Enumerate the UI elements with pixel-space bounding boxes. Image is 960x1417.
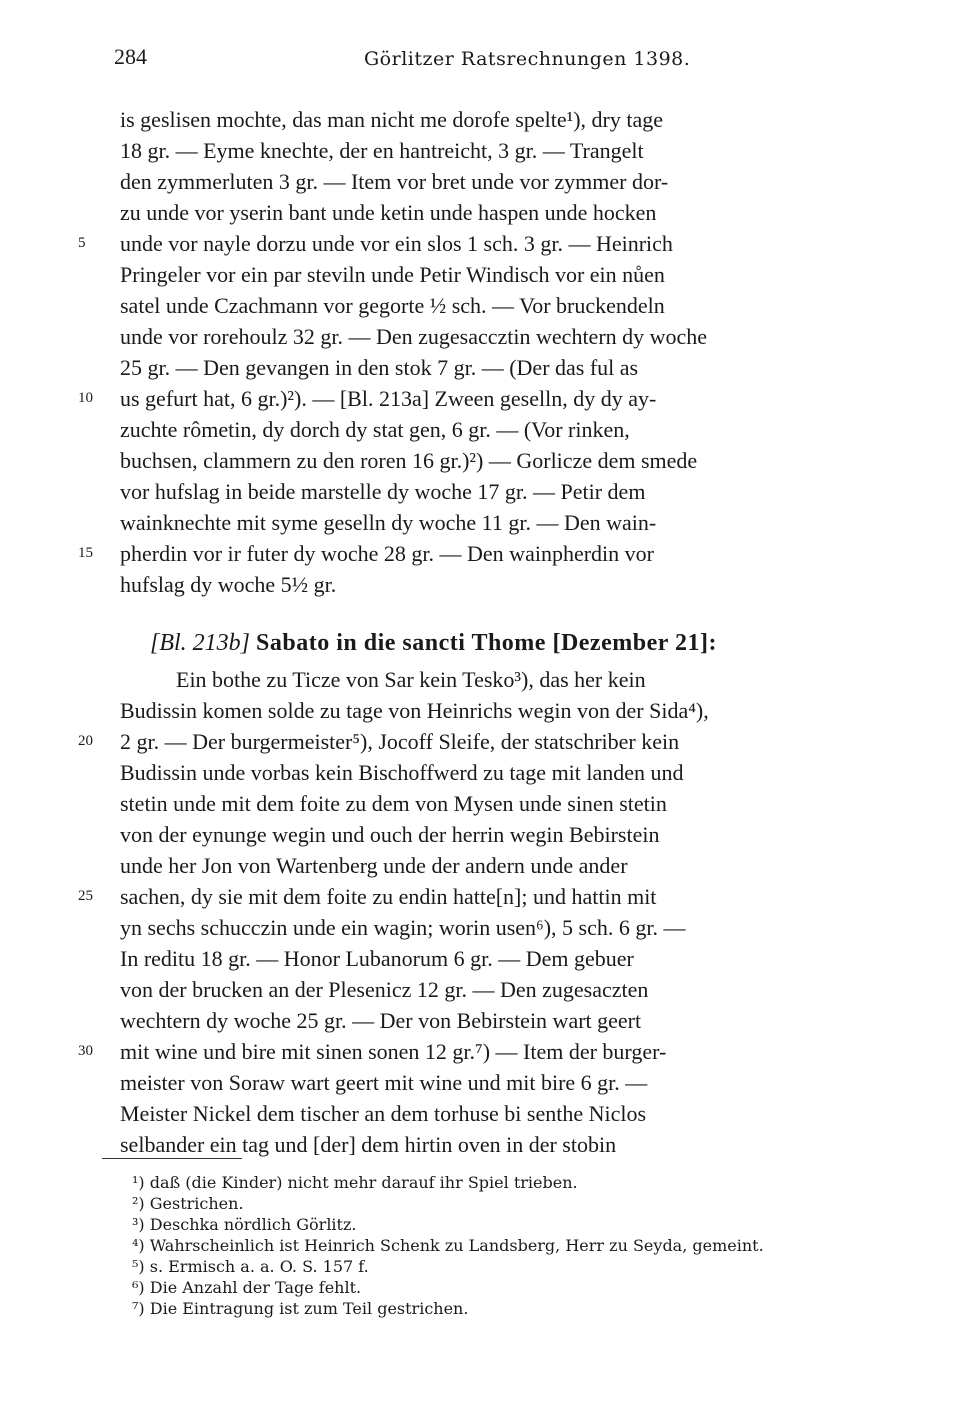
footnote: ⁵) s. Ermisch a. a. O. S. 157 f. (132, 1257, 369, 1276)
text-line (120, 569, 880, 600)
text-line (120, 259, 880, 290)
line-number: 10 (78, 390, 93, 406)
line-text: wechtern dy woche 25 gr. — Der von Bebirstein wart geert (120, 1008, 642, 1033)
text-line (120, 850, 880, 881)
text-line (120, 1067, 880, 1098)
line-text: zuchte rômetin, dy dorch dy stat gen, 6 gr. — (Vor rinken, (120, 417, 630, 442)
text-block-after (78, 664, 880, 1160)
footnote: ²) Gestrichen. (132, 1194, 244, 1213)
line-number: 5 (78, 235, 86, 251)
text-line (120, 414, 880, 445)
line-text: us gefurt hat, 6 gr.)²). — [Bl. 213a] Zween geselln, dy dy ay- (120, 386, 657, 411)
text-line (120, 943, 880, 974)
line-number: 30 (78, 1043, 93, 1059)
line-text: von der brucken an der Plesenicz 12 gr. — Den zugesaczten (120, 977, 649, 1002)
footnotes (132, 1172, 852, 1319)
line-text: hufslag dy woche 5½ gr. (120, 572, 337, 597)
line-text: is geslisen mochte, das man nicht me dorofe spelte¹), dry tage (120, 107, 663, 132)
section-folio-ref: [Bl. 213b] (150, 630, 251, 656)
text-line (120, 1005, 880, 1036)
line-number: 25 (78, 888, 93, 904)
text-line (120, 352, 880, 383)
line-text: unde vor rorehoulz 32 gr. — Den zugesacсztin wechtern dy woche (120, 324, 708, 349)
text-line (120, 1129, 880, 1160)
text-line (120, 197, 880, 228)
line-text: Budissin komen solde zu tage von Heinrichs wegin von der Sida⁴), (120, 698, 709, 723)
footnote-rule (102, 1158, 242, 1159)
line-text: stetin unde mit dem foite zu dem von Mysen unde sinen stetin (120, 791, 667, 816)
line-text: pherdin vor ir futer dy woche 28 gr. — Den wainpherdin vor (120, 541, 654, 566)
text-line (120, 507, 880, 538)
footnote: ¹) daß (die Kinder) nicht mehr darauf ihr Spiel trieben. (132, 1173, 578, 1192)
text-line (120, 166, 880, 197)
text-line (78, 726, 880, 757)
line-text: 18 gr. — Eyme knechte, der en hantreicht, 3 gr. — Trangelt (120, 138, 644, 163)
text-line (78, 383, 880, 414)
footnote: ⁶) Die Anzahl der Tage fehlt. (132, 1278, 362, 1297)
text-line (78, 538, 880, 569)
text-block-before (78, 104, 880, 600)
line-text: von der eynunge wegin und ouch der herrin wegin Bebirstein (120, 822, 660, 847)
line-text: sachen, dy sie mit dem foite zu endin hatte[n]; und hattin mit (120, 884, 657, 909)
line-text: vor hufslag in beide marstelle dy woche 17 gr. — Petir dem (120, 479, 646, 504)
line-text: Pringeler vor ein par steviln unde Petir Windisch vor ein nůen (120, 262, 665, 287)
line-text: In reditu 18 gr. — Honor Lubanorum 6 gr. — Dem gebuer (120, 946, 634, 971)
text-line (120, 912, 880, 943)
line-text: Budissin unde vorbas kein Bischoffwerd zu tage mit landen und (120, 760, 684, 785)
section-title: Sabato in die sancti Thome [Dezember 21]: (256, 630, 717, 656)
text-line (120, 1098, 880, 1129)
text-line (120, 290, 880, 321)
running-title: Görlitzer Ratsrechnungen 1398. (364, 48, 691, 70)
footnote: ³) Deschka nördlich Görlitz. (132, 1215, 357, 1234)
section-heading (120, 622, 880, 664)
line-text: satel unde Czachmann vor gegorte ½ sch. — Vor bruckendeln (120, 293, 665, 318)
footnote: ⁷) Die Eintragung ist zum Teil gestrichen. (132, 1299, 469, 1318)
page-header (114, 44, 874, 84)
text-line (120, 104, 880, 135)
text-line (120, 974, 880, 1005)
line-text: Ein bothe zu Ticze von Sar kein Tesko³), das her kein (176, 667, 646, 692)
line-text: selbander ein tag und [der] dem hirtin oven in der stobin (120, 1132, 617, 1157)
line-text: den zymmerluten 3 gr. — Item vor bret unde vor zymmer dor- (120, 169, 669, 194)
line-text: meister von Soraw wart geert mit wine und mit bire 6 gr. — (120, 1070, 648, 1095)
line-text: 2 gr. — Der burgermeister⁵), Jocoff Sleife, der statschriber kein (120, 729, 680, 754)
line-number: 15 (78, 545, 93, 561)
body-text (78, 104, 880, 1160)
line-text: wainknechte mit syme geselln dy woche 11 gr. — Den wain- (120, 510, 657, 535)
footnote: ⁴) Wahrscheinlich ist Heinrich Schenk zu Landsberg, Herr zu Seyda, gemeint. (132, 1236, 764, 1255)
text-line (78, 1036, 880, 1067)
text-line (120, 757, 880, 788)
text-line (120, 788, 880, 819)
line-text: 25 gr. — Den gevangen in den stok 7 gr. — (Der das ful as (120, 355, 639, 380)
text-line (78, 881, 880, 912)
line-text: yn sechs schucczin unde ein wagin; worin usen⁶), 5 sch. 6 gr. — (120, 915, 686, 940)
line-text: unde her Jon von Wartenberg unde der andern unde ander (120, 853, 628, 878)
text-line (120, 135, 880, 166)
line-text: buchsen, clammern zu den roren 16 gr.)²) — Gorlicze dem smede (120, 448, 698, 473)
text-line (120, 445, 880, 476)
line-text: Meister Nickel dem tischer an dem torhuse bi senthe Niclos (120, 1101, 647, 1126)
line-text: unde vor nayle dorzu unde vor ein slos 1 sch. 3 gr. — Heinrich (120, 231, 673, 256)
text-line (120, 321, 880, 352)
line-number: 20 (78, 733, 93, 749)
text-line (120, 819, 880, 850)
text-line (120, 664, 880, 695)
page-number: 284 (114, 44, 147, 69)
line-text: mit wine und bire mit sinen sonen 12 gr.⁷) — Item der burger- (120, 1039, 667, 1064)
line-text: zu unde vor yserin bant unde ketin unde haspen unde hocken (120, 200, 657, 225)
text-line (120, 476, 880, 507)
text-line (120, 695, 880, 726)
text-line (78, 228, 880, 259)
